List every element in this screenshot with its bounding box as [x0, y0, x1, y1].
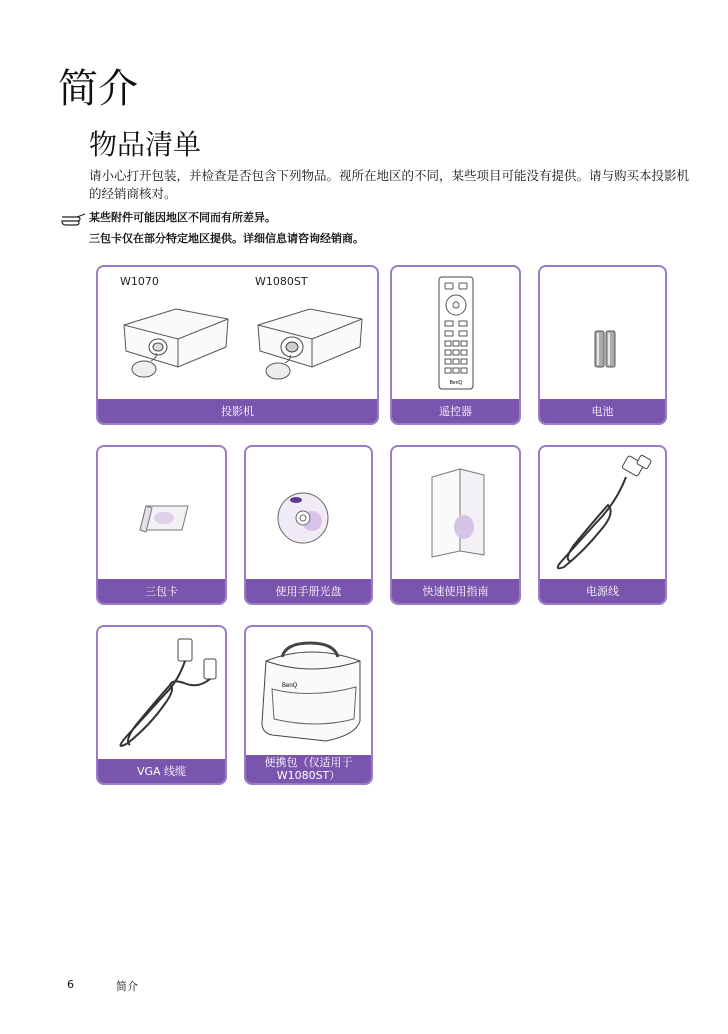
quick-guide-image: [428, 467, 488, 559]
vga-cable-image: [106, 633, 222, 755]
model-w1080st: W1080ST: [255, 275, 308, 288]
vga-cable-label: VGA 线缆: [98, 759, 225, 783]
power-cord-image: [550, 453, 660, 575]
cd-card: [244, 445, 373, 605]
remote-card: [390, 265, 521, 425]
power-cord-card: [538, 445, 667, 605]
quick-guide-card: [390, 445, 521, 605]
cd-label: 使用手册光盘: [246, 579, 371, 603]
chapter-title: 简介: [58, 66, 138, 112]
quick-guide-label: 快速使用指南: [392, 579, 519, 603]
note-accessories: 某些附件可能因地区不同而有所差异。: [89, 211, 276, 224]
projector-card: [96, 265, 379, 425]
power-cord-label: 电源线: [540, 579, 665, 603]
vga-cable-card: [96, 625, 227, 785]
warranty-label: 三包卡: [98, 579, 225, 603]
battery-card: [538, 265, 667, 425]
bag-brand-logo: BenQ: [282, 683, 298, 689]
projector-w1070-image: [116, 295, 236, 381]
projector-label: 投影机: [98, 399, 377, 423]
footer-chapter: 简介: [116, 980, 138, 993]
remote-label: 遥控器: [392, 399, 519, 423]
pointing-hand-icon: [61, 212, 87, 226]
section-title: 物品清单: [89, 128, 202, 161]
warranty-card-image: [138, 502, 190, 534]
carry-bag-image: [256, 637, 366, 747]
remote-brand-logo: BenQ: [449, 380, 463, 386]
warranty-card: [96, 445, 227, 605]
battery-image: [594, 329, 616, 369]
page-number: 6: [67, 978, 74, 991]
carry-bag-card: [244, 625, 373, 785]
cd-image: [276, 491, 330, 545]
remote-control-image: [436, 275, 476, 393]
projector-w1080st-image: [250, 295, 370, 381]
carry-bag-label: 便携包（仅适用于 W1080ST）: [246, 755, 371, 783]
model-w1070: W1070: [120, 275, 159, 288]
battery-label: 电池: [540, 399, 665, 423]
note-warranty: 三包卡仅在部分特定地区提供。详细信息请咨询经销商。: [89, 232, 364, 245]
intro-text: 请小心打开包装，并检查是否包含下列物品。视所在地区的不同，某些项目可能没有提供。请与购买本投影机的经销商核对。: [89, 168, 690, 201]
